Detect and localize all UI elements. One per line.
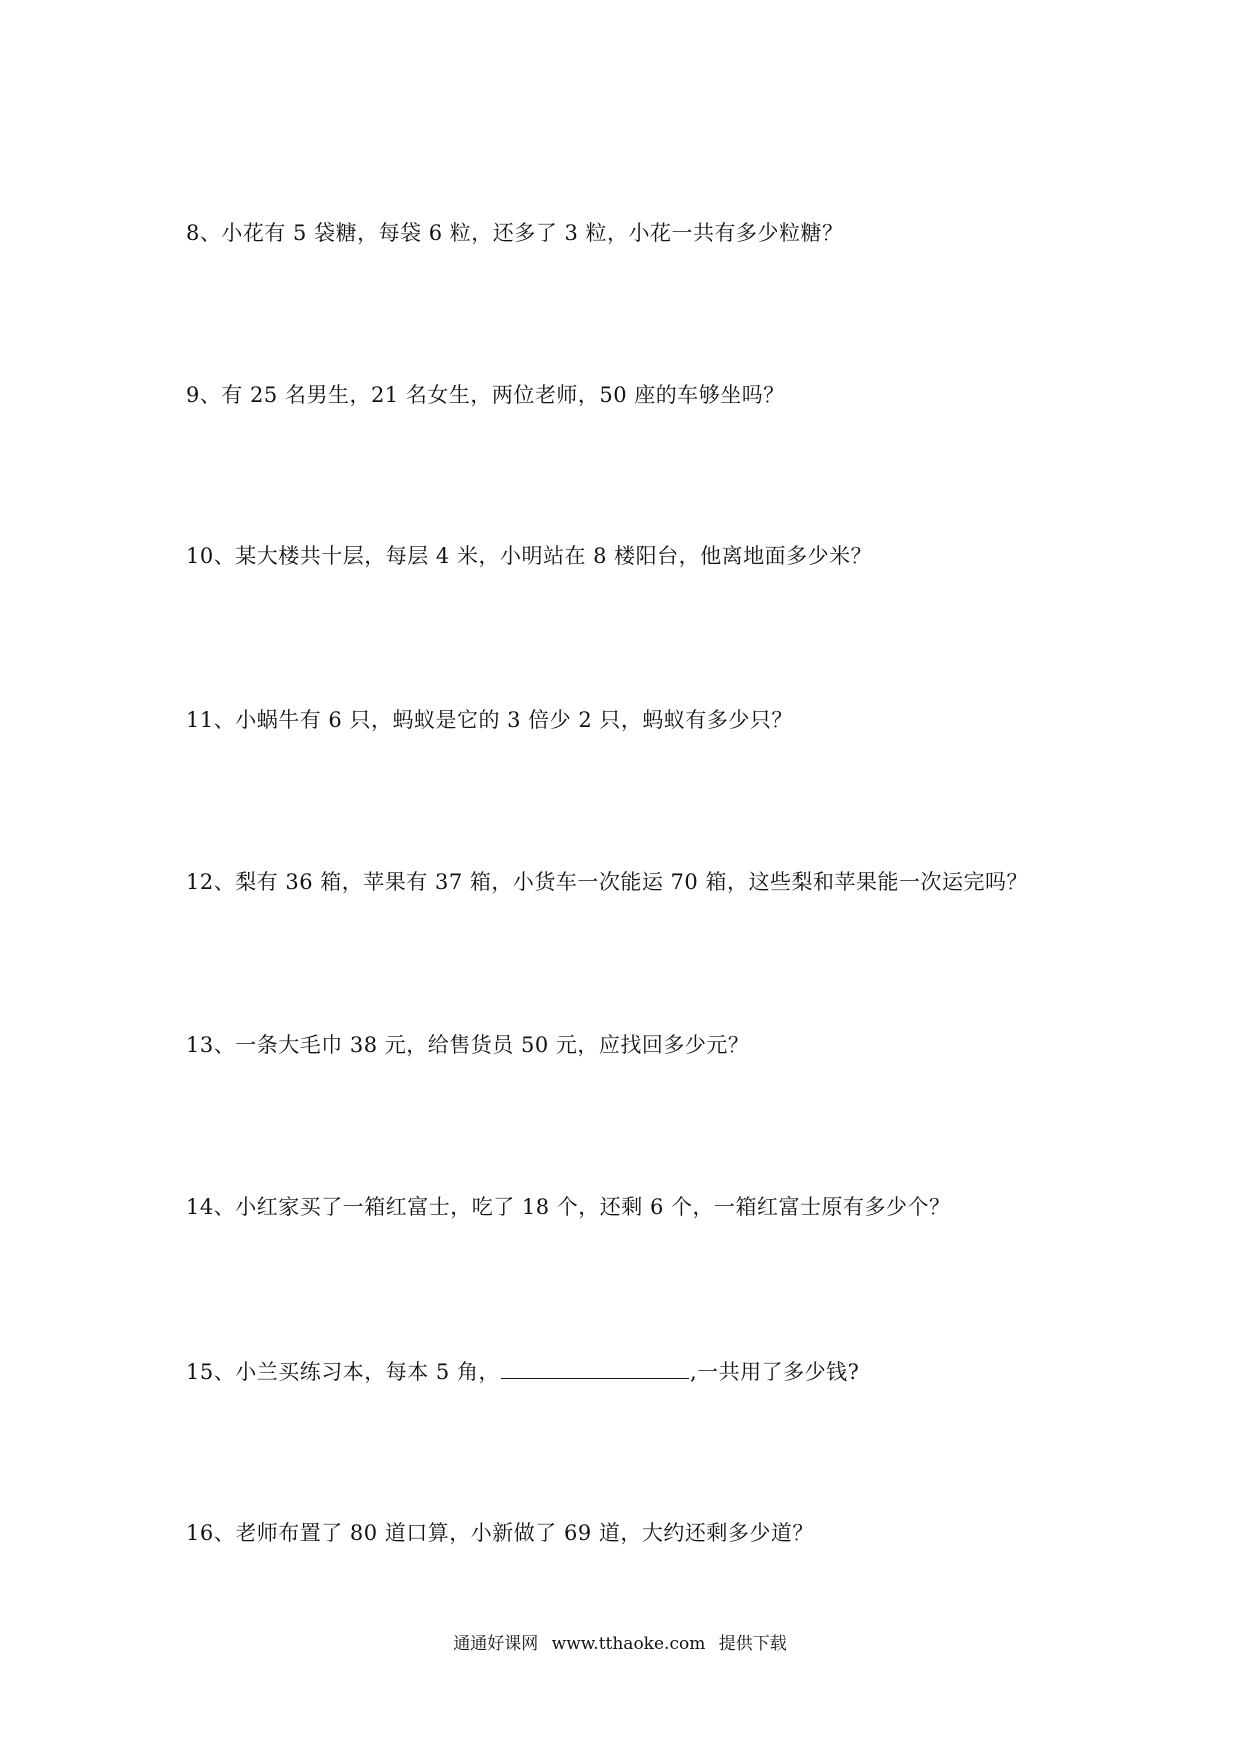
question-13 xyxy=(186,1030,749,1060)
question-number: 15、 xyxy=(186,1360,236,1384)
footer-suffix: 提供下载 xyxy=(718,1634,787,1654)
question-8 xyxy=(186,218,844,248)
question-9 xyxy=(186,380,785,410)
question-text: 小蜗牛有 6 只，蚂蚁是它的 3 倍少 2 只，蚂蚁有多少只？ xyxy=(235,708,793,732)
page-footer xyxy=(0,1632,1240,1656)
question-number: 8、 xyxy=(186,221,222,245)
question-text: 梨有 36 箱，苹果有 37 箱，小货车一次能运 70 箱，这些梨和苹果能一次运完吗？ xyxy=(235,870,1028,894)
question-text: 某大楼共十层，每层 4 米，小明站在 8 楼阳台，他离地面多少米？ xyxy=(235,544,873,568)
answer-blank[interactable] xyxy=(501,1356,689,1379)
question-number: 14、 xyxy=(186,1195,236,1219)
question-text: 小花有 5 袋糖，每袋 6 粒，还多了 3 粒，小花一共有多少粒糖？ xyxy=(221,221,844,245)
question-text: 有 25 名男生，21 名女生，两位老师，50 座的车够坐吗？ xyxy=(221,383,785,407)
question-text: 老师布置了 80 道口算，小新做了 69 道，大约还剩多少道？ xyxy=(235,1521,814,1545)
question-12 xyxy=(186,867,1028,897)
question-number: 11、 xyxy=(186,708,236,732)
question-text-before: 小兰买练习本，每本 5 角， xyxy=(235,1360,500,1384)
footer-url: www.tthaoke.com xyxy=(551,1634,706,1654)
question-number: 9、 xyxy=(186,383,222,407)
question-11 xyxy=(186,705,793,735)
question-16 xyxy=(186,1518,814,1548)
question-number: 10、 xyxy=(186,544,236,568)
question-number: 13、 xyxy=(186,1033,236,1057)
question-14 xyxy=(186,1192,951,1222)
question-number: 16、 xyxy=(186,1521,236,1545)
question-10 xyxy=(186,541,872,571)
question-text-after: ,一共用了多少钱? xyxy=(689,1360,860,1384)
question-number: 12、 xyxy=(186,870,236,894)
question-text: 一条大毛巾 38 元，给售货员 50 元，应找回多少元？ xyxy=(235,1033,750,1057)
question-15 xyxy=(186,1356,859,1387)
question-text: 小红家买了一箱红富士，吃了 18 个，还剩 6 个，一箱红富士原有多少个？ xyxy=(235,1195,951,1219)
footer-site-name: 通通好课网 xyxy=(453,1634,539,1654)
